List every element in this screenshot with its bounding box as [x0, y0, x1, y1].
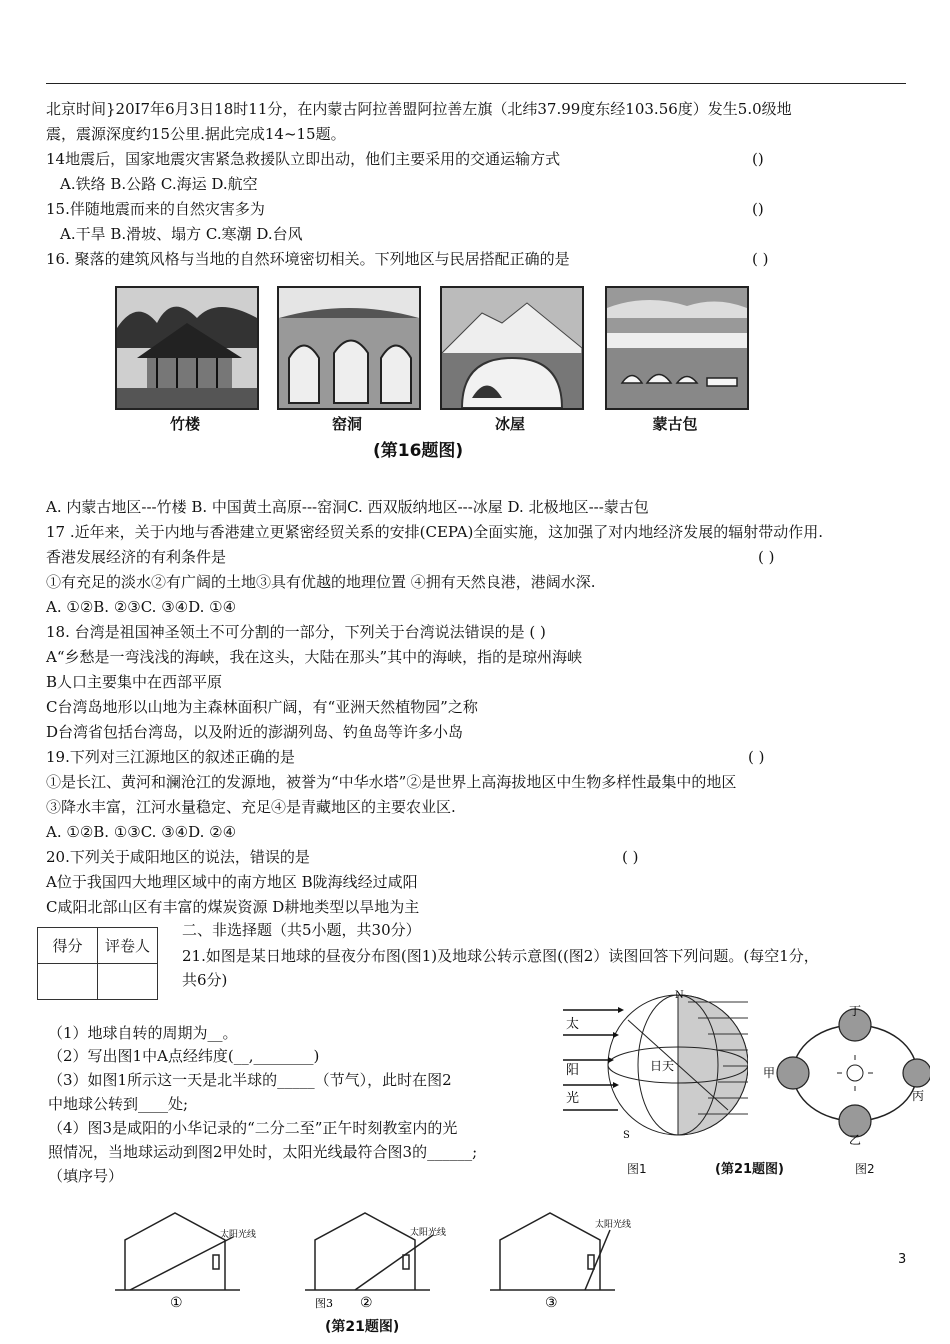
cave-dwelling-photo	[277, 286, 421, 410]
q18-stem: 18. 台湾是祖国神圣领土不可分割的一部分，下列关于台湾说法错误的是 ( )	[46, 623, 546, 641]
q15-stem: 15.伴随地震而来的自然灾害多为	[46, 200, 265, 218]
q19-options: A. ①②B. ①③C. ③④D. ②④	[46, 823, 237, 841]
fig3-label: 图3	[315, 1297, 333, 1310]
q20-line-1: A位于我国四大地理区域中的南方地区 B陇海线经过咸阳	[46, 873, 418, 891]
caption-cave-dwelling: 窑洞	[331, 415, 362, 433]
house3-sunlight-label: 太阳光线	[595, 1220, 632, 1230]
q21-line-1: 21.如图是某日地球的昼夜分布图(图1)及地球公转示意图((图2）读图回答下列问题。(每空1分，	[182, 947, 819, 965]
q14-options: A.铁络 B.公路 C.海运 D.航空	[60, 175, 258, 193]
fig21-caption: (第21题图)	[715, 1162, 784, 1177]
q18-option-b: B人口主要集中在西部平原	[46, 673, 223, 691]
caption-yurt: 蒙古包	[652, 415, 698, 433]
house1-sunlight-label: 太阳光线	[220, 1230, 257, 1240]
figure-2-orbit-diagram	[760, 1005, 930, 1145]
house-2-number: ②	[360, 1295, 373, 1310]
q19-line-1: ①是长江、黄河和澜沧江的发源地，被誉为“中华水塔”②是世界上高海拔地区中生物多样性最集中的地区	[46, 773, 737, 791]
q17-line-3: ①有充足的淡水②有广阔的土地③具有优越的地理位置 ④拥有天然良港，港阔水深.	[46, 573, 596, 591]
fig1-day-label: 日天	[650, 1059, 675, 1073]
q14-answer-paren: ()	[752, 150, 764, 168]
q16-answer-paren: ( )	[752, 250, 769, 268]
q20-stem: 20.下列关于咸阳地区的说法，错误的是	[46, 848, 310, 866]
q15-options: A.干旱 B.滑坡、塌方 C.寒潮 D.台风	[60, 225, 303, 243]
q18-option-a: A“乡愁是一弯浅浅的海峡，我在这头，大陆在那头”其中的海峡，指的是琼州海峡	[46, 648, 583, 666]
q20-line-2: C咸阳北部山区有丰富的煤炭资源 D耕地类型以旱地为主	[46, 898, 420, 916]
fig2-label: 图2	[855, 1162, 875, 1176]
q21-sub-3b: 中地球公转到____处;	[48, 1095, 189, 1113]
position-yi: 乙	[849, 1133, 862, 1145]
score-header: 得分	[38, 928, 98, 964]
grader-header: 评卷人	[98, 928, 158, 964]
intro-line-1: 北京时间}20I7年6月3日18时11分，在内蒙古阿拉善盟阿拉善左旗（北纬37.99度东经103.56度）发生5.0级地	[46, 100, 792, 118]
figure-3-classroom-sunlight	[115, 1205, 645, 1310]
grader-cell[interactable]	[98, 964, 158, 1000]
q21-sub-4c: （填序号）	[48, 1167, 124, 1185]
q18-option-c: C台湾岛地形以山地为主森林面积广阔，有“亚洲天然植物园”之称	[46, 698, 478, 716]
position-bing: 丙	[912, 1089, 925, 1103]
house-3-number: ③	[545, 1295, 558, 1310]
yurt-photo	[605, 286, 749, 410]
intro-line-2: 震，震源深度约15公里.据此完成14~15题。	[46, 125, 346, 143]
fig21-bottom-caption: (第21题图)	[325, 1319, 400, 1335]
score-table	[37, 927, 158, 1000]
q17-line-1: 17 .近年来，关于内地与香港建立更紧密经贸关系的安排(CEPA)全面实施，这加强了对内地经济发展的辐射带动作用.	[46, 523, 824, 541]
caption-bamboo-house: 竹楼	[169, 415, 200, 433]
house-1-number: ①	[170, 1295, 183, 1310]
q20-answer-paren: ( )	[622, 848, 639, 866]
caption-igloo: 冰屋	[494, 415, 525, 433]
q19-answer-paren: ( )	[748, 748, 765, 766]
header-rule	[46, 83, 906, 84]
q19-stem: 19.下列对三江源地区的叙述正确的是	[46, 748, 295, 766]
q19-line-2: ③降水丰富，江河水量稳定、充足④是青藏地区的主要农业区.	[46, 798, 456, 816]
score-cell[interactable]	[38, 964, 98, 1000]
q17-line-2: 香港发展经济的有利条件是	[46, 548, 227, 566]
fig1-south-label: S	[623, 1130, 630, 1140]
q21-sub-3a: （3）如图1所示这一天是北半球的_____（节气），此时在图2	[48, 1071, 452, 1089]
fig1-north-label: N	[675, 990, 684, 1001]
igloo-photo	[440, 286, 584, 410]
q17-answer-paren: ( )	[758, 548, 775, 566]
q16-figure-caption: (第16题图)	[373, 441, 464, 461]
q16-stem: 16. 聚落的建筑风格与当地的自然环境密切相关。下列地区与民居搭配正确的是	[46, 250, 570, 268]
position-ding: 丁	[849, 1005, 862, 1018]
fig1-sun-char-2: 阳	[566, 1063, 580, 1078]
q15-answer-paren: ()	[752, 200, 764, 218]
q17-options: A. ①②B. ②③C. ③④D. ①④	[46, 598, 237, 616]
q16-options: A. 内蒙古地区---竹楼 B. 中国黄土高原---窑洞C. 西双版纳地区---冰屋 D. 北极地区---蒙古包	[46, 498, 649, 516]
fig1-label: 图1	[627, 1162, 647, 1176]
figure-1-day-night-diagram	[558, 990, 748, 1140]
fig1-sun-char-3: 光	[566, 1091, 580, 1106]
q21-sub-4b: 照情况，当地球运动到图2甲处时，太阳光线最符合图3的______;	[48, 1143, 478, 1161]
q18-option-d: D台湾省包括台湾岛，以及附近的澎湖列岛、钓鱼岛等许多小岛	[46, 723, 464, 741]
position-jia: 甲	[763, 1066, 776, 1080]
section2-title: 二、非选择题（共5小题，共30分）	[182, 921, 421, 939]
fig1-sun-char-1: 太	[566, 1017, 580, 1032]
house2-sunlight-label: 太阳光线	[410, 1228, 447, 1238]
q21-sub-1: （1）地球自转的周期为__。	[48, 1024, 238, 1042]
page-number: 3	[898, 1252, 907, 1267]
bamboo-house-photo	[115, 286, 259, 410]
q14-stem: 14地震后，国家地震灾害紧急救援队立即出动，他们主要采用的交通运输方式	[46, 150, 561, 168]
q21-sub-2: （2）写出图1中A点经纬度(__,________)	[48, 1047, 320, 1065]
q21-sub-4a: （4）图3是咸阳的小华记录的“二分二至”正午时刻教室内的光	[48, 1119, 458, 1137]
q21-line-2: 共6分)	[182, 971, 228, 989]
